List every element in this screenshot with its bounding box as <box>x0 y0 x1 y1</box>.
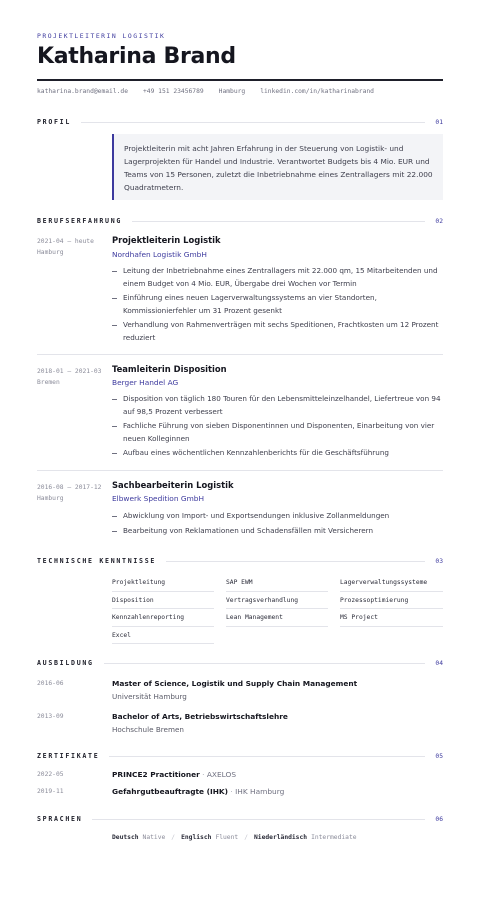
section-number: 02 <box>435 217 443 225</box>
contact-linkedin[interactable]: linkedin.com/in/katharinabrand <box>260 88 374 95</box>
skill-item: Vertragsverhandlung <box>226 592 328 610</box>
certificate-date: 2019-11 <box>37 788 64 795</box>
job-dates: 2018-01 – 2021-03 <box>37 368 102 375</box>
section-rule <box>81 122 425 123</box>
job-bullet: Fachliche Führung von sieben Disponentinnen und Disponenten, Einarbeitung von vier neuen Kolleginnen <box>112 420 443 445</box>
skill-item: Prozessoptimierung <box>340 592 443 610</box>
contact-location: Hamburg <box>218 88 246 95</box>
contact-email[interactable]: katharina.brand@email.de <box>37 88 128 95</box>
job-title: Projektleiterin Logistik <box>112 235 221 245</box>
language-level: Intermediate <box>311 834 357 841</box>
contact-line <box>37 88 389 95</box>
section-number: 04 <box>435 659 443 667</box>
job-location: Hamburg <box>37 249 64 256</box>
section-title: BERUFSERFAHRUNG <box>37 217 123 225</box>
languages-line <box>112 834 357 841</box>
job-bullets <box>112 265 443 346</box>
job-meta <box>37 482 107 504</box>
section-title: PROFIL <box>37 118 72 126</box>
job-divider <box>37 470 443 471</box>
certificate-date: 2022-05 <box>37 771 64 778</box>
section-header-experience <box>37 216 443 226</box>
job-location: Bremen <box>37 379 60 386</box>
language-name: Deutsch <box>112 834 139 841</box>
skill-item: Projektleitung <box>112 574 214 592</box>
section-number: 03 <box>435 557 443 565</box>
section-number: 05 <box>435 752 443 760</box>
job-company: Elbwerk Spedition GmbH <box>112 494 205 503</box>
job-company: Berger Handel AG <box>112 378 179 387</box>
job-title: Sachbearbeiterin Logistik <box>112 480 234 490</box>
section-rule <box>92 819 425 820</box>
section-rule <box>104 663 426 664</box>
job-bullets <box>112 510 443 539</box>
education-school: Hochschule Bremen <box>112 725 184 734</box>
job-dates: 2016-08 – 2017-12 <box>37 484 102 491</box>
certificate-item <box>112 770 236 779</box>
job-location: Hamburg <box>37 495 64 502</box>
education-date: 2013-09 <box>37 713 64 720</box>
job-bullet: Bearbeitung von Reklamationen und Schadensfällen mit Versicherern <box>112 525 443 538</box>
header-rule <box>37 79 443 81</box>
job-dates: 2021-04 – heute <box>37 238 94 245</box>
skill-item: SAP EWM <box>226 574 328 592</box>
job-bullet: Einführung eines neuen Lagerverwaltungssystems an vier Standorten, Kommissionierfehler um 31 Prozent gesenkt <box>112 292 443 317</box>
section-rule <box>109 756 425 757</box>
job-bullet: Leitung der Inbetriebnahme eines Zentrallagers mit 22.000 qm, 15 Mitarbeitenden und einem Budget von 4 Mio. EUR, Übergabe drei Wochen vor Termin <box>112 265 443 290</box>
education-degree: Master of Science, Logistik und Supply Chain Management <box>112 679 358 688</box>
language-level: Fluent <box>215 834 239 841</box>
contact-phone[interactable]: +49 151 23456789 <box>143 88 204 95</box>
skills-grid <box>112 574 443 644</box>
job-bullet: Abwicklung von Import- und Exportsendungen inklusive Zollanmeldungen <box>112 510 443 523</box>
candidate-name: Katharina Brand <box>37 44 236 69</box>
job-title: Teamleiterin Disposition <box>112 364 227 374</box>
section-title: AUSBILDUNG <box>37 659 94 667</box>
job-meta <box>37 236 107 258</box>
certificate-name: Gefahrgutbeauftragte (IHK) <box>112 787 229 796</box>
job-bullet: Disposition von täglich 180 Touren für den Lebensmitteleinzelhandel, Liefertreue von 94 auf 98,5 Prozent verbessert <box>112 393 443 418</box>
certificate-issuer: AXELOS <box>206 770 237 779</box>
profile-summary: Projektleiterin mit acht Jahren Erfahrung in der Steuerung von Logistik- und Lagerprojekten für Handel und Industrie. Verantwortet Budgets bis 4 Mio. EUR und Teams von 15 Personen, zuletzt die Inbetriebnahme eines Zentrallagers mit 22.000 Quadratmetern. <box>112 134 443 200</box>
certificate-issuer: IHK Hamburg <box>235 787 285 796</box>
education-degree: Bachelor of Arts, Betriebswirtschaftslehre <box>112 712 288 721</box>
section-title: TECHNISCHE KENNTNISSE <box>37 557 157 565</box>
language-separator: / <box>244 834 248 841</box>
skill-item: MS Project <box>340 609 443 627</box>
section-number: 01 <box>435 118 443 126</box>
education-school: Universität Hamburg <box>112 692 187 701</box>
section-rule <box>132 221 425 222</box>
language-name: Niederländisch <box>253 834 308 841</box>
section-header-certificates <box>37 751 443 761</box>
section-rule <box>166 561 425 562</box>
certificate-name: PRINCE2 Practitioner <box>112 770 200 779</box>
section-header-profile <box>37 117 443 127</box>
education-date: 2016-06 <box>37 680 64 687</box>
section-header-languages <box>37 814 443 824</box>
job-divider <box>37 354 443 355</box>
job-bullet: Aufbau eines wöchentlichen Kennzahlenberichts für die Geschäftsführung <box>112 447 443 460</box>
language-separator: / <box>171 834 176 841</box>
skill-item: Excel <box>112 627 214 645</box>
job-meta <box>37 366 107 388</box>
section-header-education <box>37 658 443 668</box>
skill-item: Lean Management <box>226 609 328 627</box>
certificate-item <box>112 787 284 796</box>
skill-item: Kennzahlenreporting <box>112 609 214 627</box>
language-name: Englisch <box>181 834 212 841</box>
job-bullet: Verhandlung von Rahmenverträgen mit sechs Speditionen, Frachtkosten um 12 Prozent reduziert <box>112 319 443 344</box>
job-kicker: PROJEKTLEITERIN LOGISTIK <box>37 32 166 40</box>
skill-item: Disposition <box>112 592 214 610</box>
certificate-separator: · <box>230 787 233 796</box>
section-title: SPRACHEN <box>37 815 83 823</box>
language-level: Native <box>142 834 166 841</box>
section-header-skills <box>37 556 443 566</box>
section-title: ZERTIFIKATE <box>37 752 100 760</box>
job-bullets <box>112 393 443 462</box>
certificate-separator: · <box>202 770 205 779</box>
skill-item: Lagerverwaltungssysteme <box>340 574 443 592</box>
job-company: Nordhafen Logistik GmbH <box>112 250 207 259</box>
section-number: 06 <box>435 815 443 823</box>
